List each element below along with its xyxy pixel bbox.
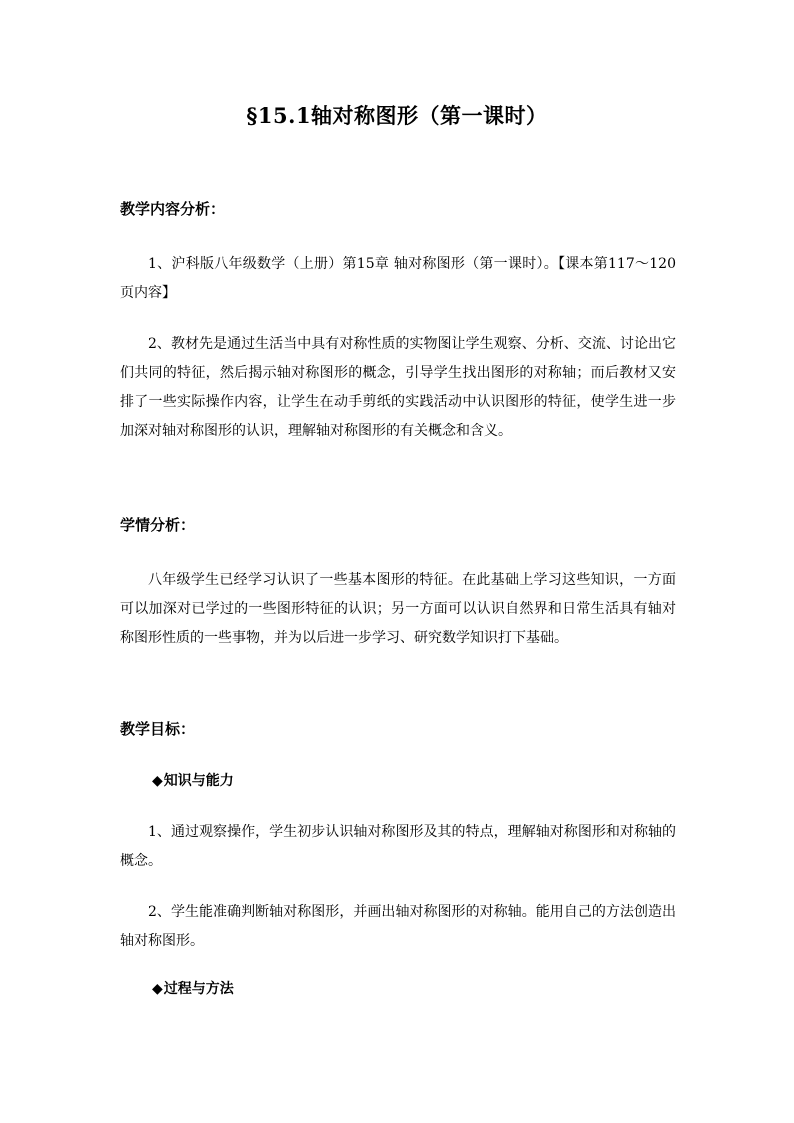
- heading-objectives: 教学目标：: [120, 720, 196, 738]
- subheading-label: 过程与方法: [163, 981, 234, 997]
- subheading-process-method: [152, 978, 234, 998]
- diamond-bullet-icon: ◆: [152, 773, 163, 789]
- heading-student-analysis: 学情分析：: [120, 516, 196, 534]
- subheading-label: 知识与能力: [163, 773, 234, 789]
- subheading-knowledge-ability: [152, 770, 234, 790]
- paragraph-objective-1: 1、通过观察操作，学生初步认识轴对称图形及其的特点，理解轴对称图形和对称轴的概念。: [120, 824, 676, 869]
- paragraph-content-2: 2、教材先是通过生活当中具有对称性质的实物图让学生观察、分析、交流、讨论出它们共同的特征，然后揭示轴对称图形的概念，引导学生找出图形的对称轴；而后教材又安排了一些实际操作内容，让学生在动手剪纸的实践活动中认识图形的特征，使学生进一步加深对轴对称图形的认识，理解轴对称图形的有关概念和含义。: [120, 336, 676, 439]
- paragraph-objective-2: 2、学生能准确判断轴对称图形，并画出轴对称图形的对称轴。能用自己的方法创造出轴对称图形。: [120, 904, 676, 949]
- diamond-bullet-icon: ◆: [152, 981, 163, 997]
- paragraph-student-analysis: 八年级学生已经学习认识了一些基本图形的特征。在此基础上学习这些知识，一方面可以加深对已学过的一些图形特征的认识；另一方面可以认识自然界和日常生活具有轴对称图形性质的一些事物，并为以后进一步学习、研究数学知识打下基础。: [120, 572, 676, 646]
- paragraph-content-1: 1、沪科版八年级数学（上册）第15章 轴对称图形（第一课时）。【课本第117～120页内容】: [120, 256, 676, 301]
- heading-content-analysis: 教学内容分析：: [120, 200, 226, 218]
- document-title: §15.1轴对称图形（第一课时）: [246, 103, 548, 128]
